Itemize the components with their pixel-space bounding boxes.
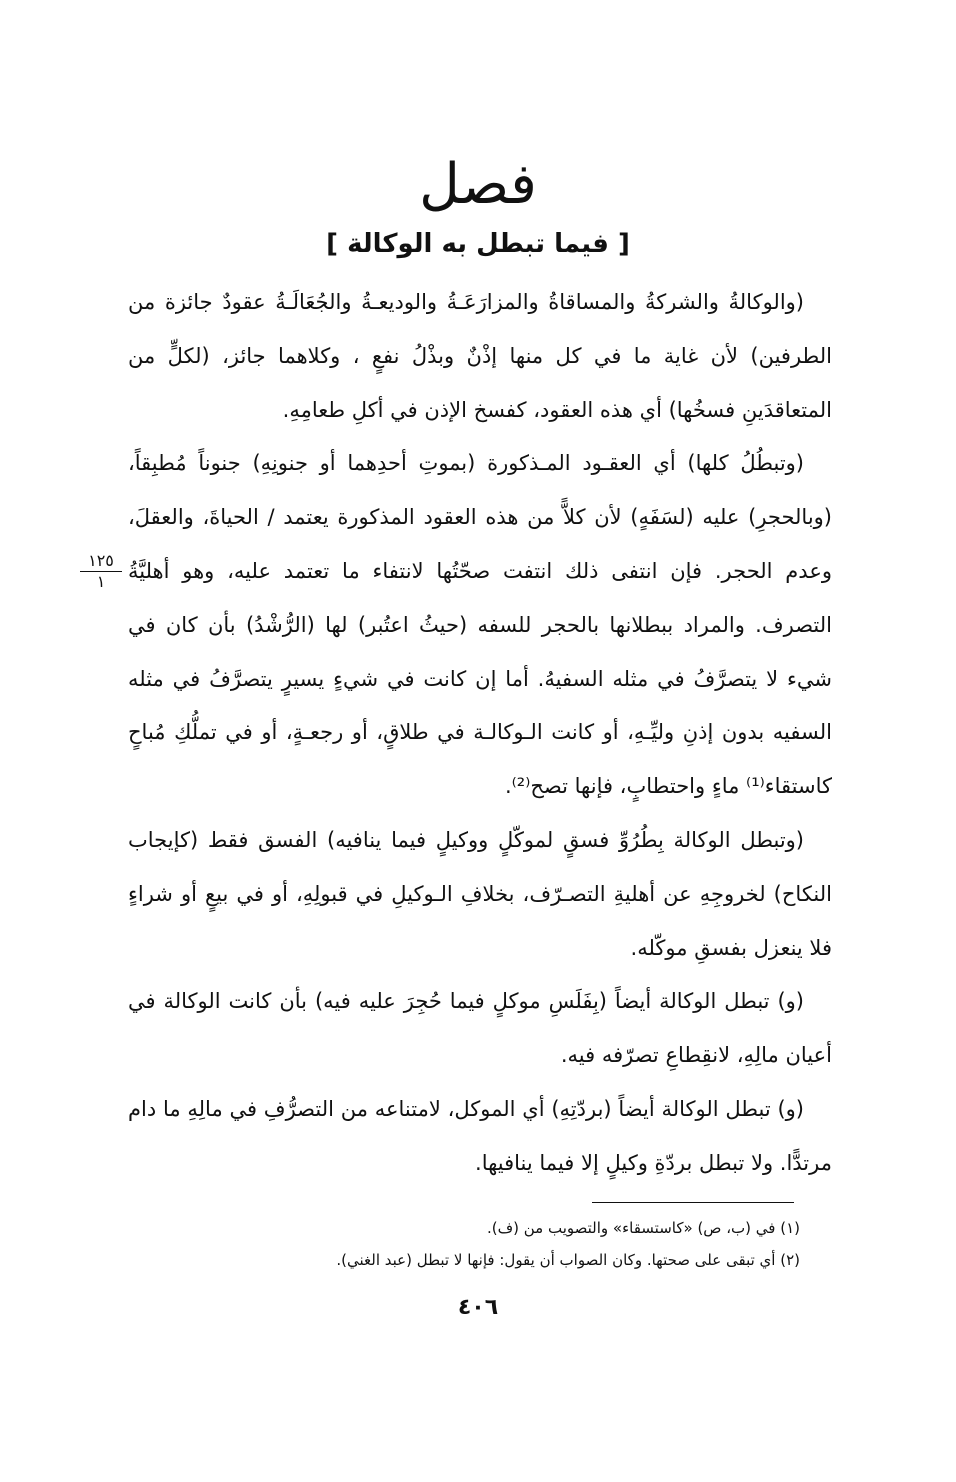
footnote-divider: [592, 1202, 794, 1203]
footnote-1: (١) في (ب، ص) «كاستسقاء» والتصويب من (ف).: [486, 1219, 800, 1237]
paragraph-2: (وتبطُلُ كلها) أي العقـود المـذكورة (بموتِ أحدِهما أو جنونِهِ) جنوناً مُطبِقاً، (وبالحجرِ) عليه (لسَفَهٍ) لأن كلاًّ من هذه العقود المذكورة يعتمد / الحياةَ، والعقلَ، وعدم الحجر. فإن انتفى ذلك انتفت صحّتُها لانتفاء ما تعتمد عليه، وهو أهليَّةُ التصرف. والمراد ببطلانها بالحجر للسفه (حيثُ اعتُبر) لها (الرُّشْدُ) بأن كان في شيء لا يتصرَّفُ في مثله السفيهُ. أما إن كانت في شيءٍ يسيرٍ يتصرَّفُ في مثله السفيه بدون إذنِ وليِّـهِ، أو كانت الـوكالـة في طلاقٍ، أو رجعـةٍ، أو في تملُّكِ مُباحٍ كاستقاء⁽¹⁾ ماءٍ واحتطابٍ، فإنها تصح⁽²⁾.: [128, 451, 832, 799]
main-text: [128, 276, 832, 1191]
paragraph-3: (وتبطل الوكالة بِطُرُوِّ فسقٍ لموكّلٍ ووكيلٍ فيما ينافيه) الفسق فقط (كإيجاب النكاح) لخروجِهِ عن أهليةِ التصـرّف، بخلافِ الـوكيلِ في قبولِهِ، أو في بيعٍ أو شراءٍ فلا ينعزل بفسقِ موكّله.: [128, 827, 832, 960]
page-number: ٤٠٦: [457, 1295, 499, 1320]
paragraph-1: (والوكالةُ والشركةُ والمساقاةُ والمزارَعَـةُ والوديعـةُ والجُعَالَـةُ عقودٌ جائزة من الطرفين) لأن غاية ما في كل منها إذْنٌ وبذْلُ نفعٍ ، وكلاهما جائز، (لكلٍّ من المتعاقدَينِ فسخُها) أي هذه العقود، كفسخ الإذن في أكلِ طعامِهِ.: [128, 290, 832, 422]
footnote-2: (٢) أي تبقى على صحتها. وكان الصواب أن يقول: فإنها لا تبطل (عبد الغني).: [336, 1251, 800, 1269]
paragraph-4: (و) تبطل الوكالة أيضاً (بِفَلَسِ موكلٍ فيما حُجِرَ عليه فيه) بأن كانت الوكالة في أعيان مالِهِ، لانقِطاعِ تصرّفه فيه.: [128, 989, 832, 1068]
folio-number: ١٢٥: [80, 552, 122, 572]
section-ornament-word: فصل: [419, 152, 537, 217]
section-heading: [0, 150, 956, 262]
section-title: [ فيما تبطل به الوكالة ]: [326, 229, 630, 259]
folio-side: ١: [96, 572, 106, 591]
manuscript-folio-marker: [80, 552, 122, 591]
paragraph-5: (و) تبطل الوكالة أيضاً (بردّتِهِ) أي الموكل، لامتناعه من التصرُّفِ في مالِهِ ما دام مرتدًّا. ولا تبطل بردّةِ وكيلٍ إلا فيما ينافيها.: [128, 1096, 832, 1175]
footnotes: [200, 1212, 800, 1276]
